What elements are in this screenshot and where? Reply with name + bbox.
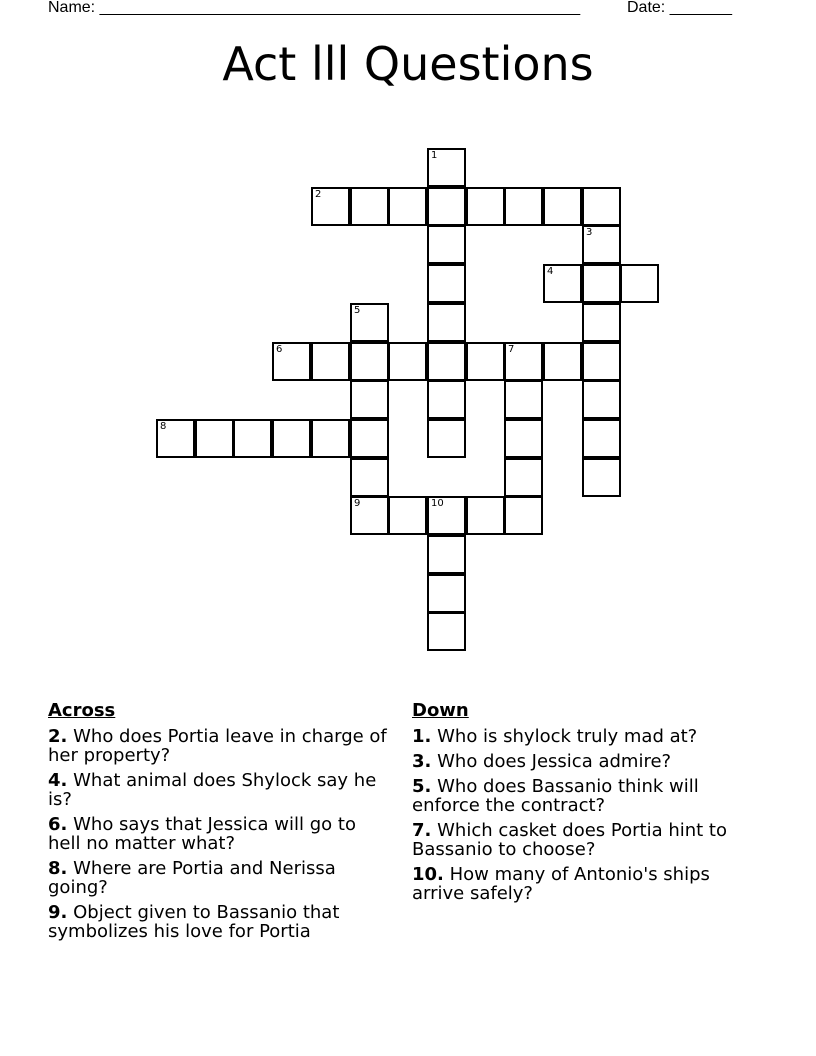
across-clue <box>48 815 393 853</box>
cell-number: 4 <box>547 266 554 277</box>
grid-cell <box>272 342 311 381</box>
name-label: Name: <box>48 0 96 16</box>
clue-text: Who does Portia leave in charge of her property? <box>48 726 387 766</box>
clue-number: 7. <box>412 820 432 841</box>
grid-cell <box>582 458 621 497</box>
down-clue <box>412 821 762 859</box>
across-clue <box>48 903 393 941</box>
grid-cell <box>582 303 621 342</box>
name-field <box>48 0 580 18</box>
date-field <box>627 0 732 18</box>
clue-text: Who is shylock truly mad at? <box>437 726 698 747</box>
grid-cell <box>427 380 466 419</box>
cell-number: 2 <box>315 189 322 200</box>
date-line: _______ <box>669 0 732 16</box>
grid-cell <box>350 342 389 381</box>
grid-cell <box>582 225 621 264</box>
grid-cell <box>388 187 427 226</box>
grid-cell <box>504 458 543 497</box>
grid-cell <box>427 612 466 651</box>
page-title: Act lll Questions <box>222 37 594 91</box>
date-label: Date: <box>627 0 666 16</box>
grid-cell <box>582 419 621 458</box>
grid-cell <box>427 496 466 535</box>
grid-cell <box>582 380 621 419</box>
clue-text: Who says that Jessica will go to hell no matter what? <box>48 814 356 854</box>
down-clue <box>412 865 762 903</box>
grid-cell <box>504 187 543 226</box>
grid-cell <box>388 342 427 381</box>
cell-number: 5 <box>354 305 361 316</box>
grid-cell <box>466 342 505 381</box>
clue-number: 9. <box>48 902 68 923</box>
clue-text: How many of Antonio's ships arrive safely? <box>412 864 710 904</box>
across-clue <box>48 859 393 897</box>
grid-cell <box>195 419 234 458</box>
grid-cell <box>543 342 582 381</box>
clue-number: 4. <box>48 770 68 791</box>
grid-cell <box>388 496 427 535</box>
grid-cell <box>427 419 466 458</box>
grid-cell <box>427 225 466 264</box>
grid-cell <box>543 187 582 226</box>
clue-text: Who does Bassanio think will enforce the contract? <box>412 776 699 816</box>
clue-text: Who does Jessica admire? <box>437 751 672 772</box>
grid-cell <box>350 458 389 497</box>
grid-cell <box>504 342 543 381</box>
clue-text: What animal does Shylock say he is? <box>48 770 377 810</box>
across-heading: Across <box>48 700 116 721</box>
grid-cell <box>350 303 389 342</box>
clue-text: Object given to Bassanio that symbolizes his love for Portia <box>48 902 340 942</box>
down-clue <box>412 752 762 771</box>
clue-number: 1. <box>412 726 432 747</box>
clue-number: 5. <box>412 776 432 797</box>
grid-cell <box>466 187 505 226</box>
grid-cell <box>311 342 350 381</box>
grid-cell <box>582 342 621 381</box>
grid-cell <box>350 496 389 535</box>
grid-cell <box>272 419 311 458</box>
name-line: ______________________________________________________ <box>99 0 581 16</box>
clue-number: 6. <box>48 814 68 835</box>
grid-cell <box>350 187 389 226</box>
grid-cell <box>504 496 543 535</box>
grid-cell <box>350 419 389 458</box>
grid-cell <box>620 264 659 303</box>
clue-text: Where are Portia and Nerissa going? <box>48 858 336 898</box>
clue-text: Which casket does Portia hint to Bassanio to choose? <box>412 820 727 860</box>
grid-cell <box>427 303 466 342</box>
grid-cell <box>466 496 505 535</box>
grid-cell <box>582 187 621 226</box>
cell-number: 6 <box>276 344 283 355</box>
cell-number: 3 <box>586 227 593 238</box>
down-heading: Down <box>412 700 469 721</box>
grid-cell <box>427 264 466 303</box>
across-clue <box>48 771 393 809</box>
grid-cell <box>350 380 389 419</box>
across-clues <box>48 701 393 947</box>
cell-number: 7 <box>508 344 515 355</box>
grid-cell <box>582 264 621 303</box>
clue-number: 10. <box>412 864 444 885</box>
clue-number: 3. <box>412 751 432 772</box>
down-clue <box>412 727 762 746</box>
grid-cell <box>311 419 350 458</box>
clue-number: 8. <box>48 858 68 879</box>
grid-cell <box>427 342 466 381</box>
grid-cell <box>543 264 582 303</box>
cell-number: 8 <box>160 421 167 432</box>
cell-number: 9 <box>354 498 361 509</box>
down-clues <box>412 701 762 909</box>
cell-number: 1 <box>431 150 438 161</box>
across-clue <box>48 727 393 765</box>
clue-number: 2. <box>48 726 68 747</box>
grid-cell <box>427 535 466 574</box>
grid-cell <box>427 574 466 613</box>
grid-cell <box>427 187 466 226</box>
grid-cell <box>504 419 543 458</box>
cell-number: 10 <box>431 498 444 509</box>
grid-cell <box>233 419 272 458</box>
grid-cell <box>427 148 466 187</box>
grid-cell <box>311 187 350 226</box>
grid-cell <box>156 419 195 458</box>
down-clue <box>412 777 762 815</box>
grid-cell <box>504 380 543 419</box>
